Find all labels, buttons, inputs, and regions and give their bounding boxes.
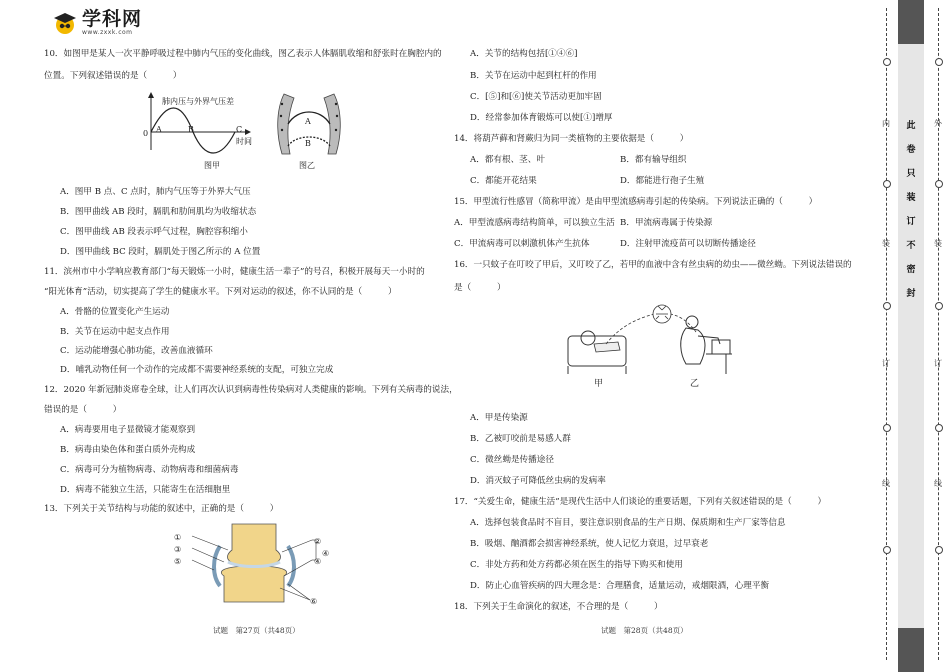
q10-stem-line2: 位置。下列叙述错误的是（ ） — [44, 71, 182, 81]
logo — [52, 9, 142, 36]
outer-label-2: 装 — [934, 239, 942, 248]
inner-label-1: 内 — [882, 119, 890, 128]
q13-option-b[interactable]: B．关节在运动中起到杠杆的作用 — [470, 71, 597, 81]
seal-char-7: 密 — [906, 265, 916, 275]
outer-binding-line — [938, 8, 939, 660]
q17-option-b[interactable]: B．吸烟、酗酒都会损害神经系统，使人记忆力衰退，过早衰老 — [470, 539, 709, 549]
q10-option-d[interactable]: D．图甲曲线 BC 段时，膈肌处于图乙所示的 A 位置 — [60, 247, 261, 257]
fig-jia-xlabel: 时间 — [236, 137, 252, 146]
q16-caption-yi: 乙 — [690, 379, 700, 389]
q11-option-a[interactable]: A．骨骼的位置变化产生运动 — [60, 307, 170, 317]
fig-jia-caption: 图甲 — [204, 161, 220, 170]
seal-char-6: 不 — [906, 241, 916, 251]
outer-label-4: 线 — [934, 479, 942, 488]
q17-option-a[interactable]: A．选择包装食品时不盲目，要注意识别食品的生产日期、保质期和生产厂家等信息 — [470, 518, 786, 528]
q11-option-d[interactable]: D．哺乳动物任何一个动作的完成都不需要神经系统的支配，可独立完成 — [60, 365, 334, 375]
joint-label-2: ② — [314, 537, 322, 546]
fig-jia-point-b: B — [188, 125, 194, 134]
binding-strip — [898, 0, 924, 672]
q14-option-a[interactable]: A．都有根、茎、叶 — [470, 155, 545, 165]
q13-option-a[interactable]: A．关节的结构包括[①④⑥] — [470, 49, 578, 59]
left-page-footer: 试题 第27页（共48页） — [213, 626, 300, 635]
binding-hole — [883, 58, 891, 66]
q17-option-c[interactable]: C．非处方药和处方药都必须在医生的指导下购买和使用 — [470, 560, 683, 570]
q13-option-c[interactable]: C．[⑤]和[⑥]使关节活动更加牢固 — [470, 92, 602, 102]
q13-joint-figure — [184, 522, 324, 604]
logo-url: www.zxxk.com — [82, 29, 133, 36]
joint-label-3: ③ — [174, 545, 182, 554]
q12-option-b[interactable]: B．病毒由染色体和蛋白质外壳构成 — [60, 445, 196, 455]
binding-strip-bottom — [898, 628, 924, 672]
joint-label-4: ④ — [314, 557, 322, 566]
q12-stem-line1: 12．2020 年新冠肺炎席卷全球，让人们再次认识到病毒性传染病对人类健康的影响。下列有关病毒的说法， — [44, 385, 458, 395]
q12-option-d[interactable]: D．病毒不能独立生活，只能寄生在活细胞里 — [60, 485, 231, 495]
seal-char-5: 订 — [906, 217, 916, 227]
outer-label-3: 订 — [934, 359, 942, 368]
q16-option-d[interactable]: D．消灭蚊子可降低丝虫病的发病率 — [470, 476, 606, 486]
seal-char-2: 卷 — [906, 145, 916, 155]
q17-option-d[interactable]: D．防止心血管疾病的四大理念是：合理膳食，适量运动，戒烟限酒，心理平衡 — [470, 581, 770, 591]
joint-label-1: ① — [174, 533, 182, 542]
inner-label-3: 订 — [882, 359, 890, 368]
q14-option-c[interactable]: C．都能开花结果 — [470, 176, 537, 186]
q14-option-b[interactable]: B．都有输导组织 — [620, 155, 687, 165]
q16-caption-jia: 甲 — [594, 379, 604, 389]
joint-label-5: ⑤ — [174, 557, 182, 566]
binding-hole — [935, 424, 943, 432]
q13-option-d[interactable]: D．经常参加体育锻炼可以使[①]增厚 — [470, 113, 613, 123]
inner-label-2: 装 — [882, 239, 890, 248]
q12-option-a[interactable]: A．病毒要用电子显微镜才能观察到 — [60, 425, 196, 435]
binding-hole — [935, 180, 943, 188]
q11-option-b[interactable]: B．关节在运动中起支点作用 — [60, 327, 170, 337]
fig-jia-point-c: C — [236, 125, 243, 134]
q16-option-a[interactable]: A．甲是传染源 — [470, 413, 528, 423]
q14-option-d[interactable]: D．都能进行孢子生殖 — [620, 176, 705, 186]
q16-stem-line2: 是（ ） — [454, 283, 506, 293]
q10-option-c[interactable]: C．图甲曲线 AB 段表示呼气过程，胸腔容积缩小 — [60, 227, 248, 237]
q15-option-d[interactable]: D．注射甲流疫苗可以切断传播途径 — [620, 239, 756, 249]
fig-yi-label-b: B — [305, 139, 311, 148]
inner-label-4: 线 — [882, 479, 890, 488]
binding-hole — [883, 424, 891, 432]
binding-hole — [935, 58, 943, 66]
joint-label-group-4: ④ — [322, 549, 330, 558]
logo-name: 学科网 — [82, 8, 143, 30]
q16-option-b[interactable]: B．乙被叮咬前是易感人群 — [470, 434, 571, 444]
q17-stem: 17．“关爱生命，健康生活”是现代生活中人们谈论的重要话题，下列有关叙述错误的是（ ） — [454, 497, 827, 507]
q14-stem: 14．将葫芦藓和肾蕨归为同一类植物的主要依据是（ ） — [454, 134, 689, 144]
fig-jia-point-a: A — [156, 125, 162, 134]
seal-char-3: 只 — [906, 169, 916, 179]
inner-binding-line — [886, 8, 887, 660]
q16-mosquito-figure — [566, 302, 736, 376]
q11-option-c[interactable]: C．运动能增强心肺功能，改善血液循环 — [60, 346, 213, 356]
outer-label-1: 外 — [934, 119, 942, 128]
q15-option-c[interactable]: C．甲流病毒可以刺激机体产生抗体 — [454, 239, 590, 249]
seal-char-8: 封 — [906, 289, 916, 299]
q12-stem-line2: 错误的是（ ） — [44, 405, 122, 415]
q10-option-a[interactable]: A．图甲 B 点、C 点时，肺内气压等于外界大气压 — [60, 187, 251, 197]
fig-yi-caption: 图乙 — [299, 161, 315, 170]
q11-stem-line1: 11．滨州市中小学响应教育部门“每天锻炼一小时，健康生活一辈子”的号召，积极开展每天一小时的 — [44, 267, 425, 277]
fig-yi-label-a: A — [305, 117, 311, 126]
q10-option-b[interactable]: B．图甲曲线 AB 段时，膈肌和肋间肌均为收缩状态 — [60, 207, 257, 217]
graduation-cap-icon — [52, 10, 78, 36]
binding-hole — [883, 180, 891, 188]
joint-label-6: ⑥ — [310, 597, 318, 606]
fig-jia-origin: 0 — [143, 129, 149, 138]
binding-hole — [883, 302, 891, 310]
seal-char-1: 此 — [906, 121, 916, 131]
q15-option-a[interactable]: A．甲型流感病毒结构简单，可以独立生活 — [454, 218, 615, 228]
binding-hole — [935, 302, 943, 310]
q16-stem-line1: 16．一只蚊子在叮咬了甲后，又叮咬了乙，若甲的血液中含有丝虫病的幼虫——微丝蚴。下列说法错误的 — [454, 260, 852, 270]
binding-hole — [935, 546, 943, 554]
q15-stem: 15．甲型流行性感冒（简称甲流）是由甲型流感病毒引起的传染病。下列说法正确的（ ） — [454, 197, 818, 207]
fig-jia-ylabel: 肺内压与外界气压差 — [162, 97, 234, 106]
q11-stem-line2: “阳光体育”活动，切实提高了学生的健康水平。下列对运动的叙述，你不认同的是（ ） — [44, 287, 397, 297]
binding-hole — [883, 546, 891, 554]
q15-option-b[interactable]: B．甲流病毒属于传染源 — [620, 218, 713, 228]
q12-option-c[interactable]: C．病毒可分为植物病毒、动物病毒和细菌病毒 — [60, 465, 239, 475]
seal-char-4: 装 — [906, 193, 916, 203]
q10-stem-line1: 10．如图甲是某人一次平静呼吸过程中肺内气压的变化曲线，图乙表示人体膈肌收缩和舒张时在胸腔内的 — [44, 49, 442, 59]
binding-strip-top — [898, 0, 924, 44]
q18-stem: 18．下列关于生命演化的叙述，不合理的是（ ） — [454, 602, 663, 612]
right-page-footer: 试题 第28页（共48页） — [601, 626, 688, 635]
q16-option-c[interactable]: C．微丝蚴是传播途径 — [470, 455, 554, 465]
q13-stem: 13．下列关于关节结构与功能的叙述中，正确的是（ ） — [44, 504, 279, 514]
